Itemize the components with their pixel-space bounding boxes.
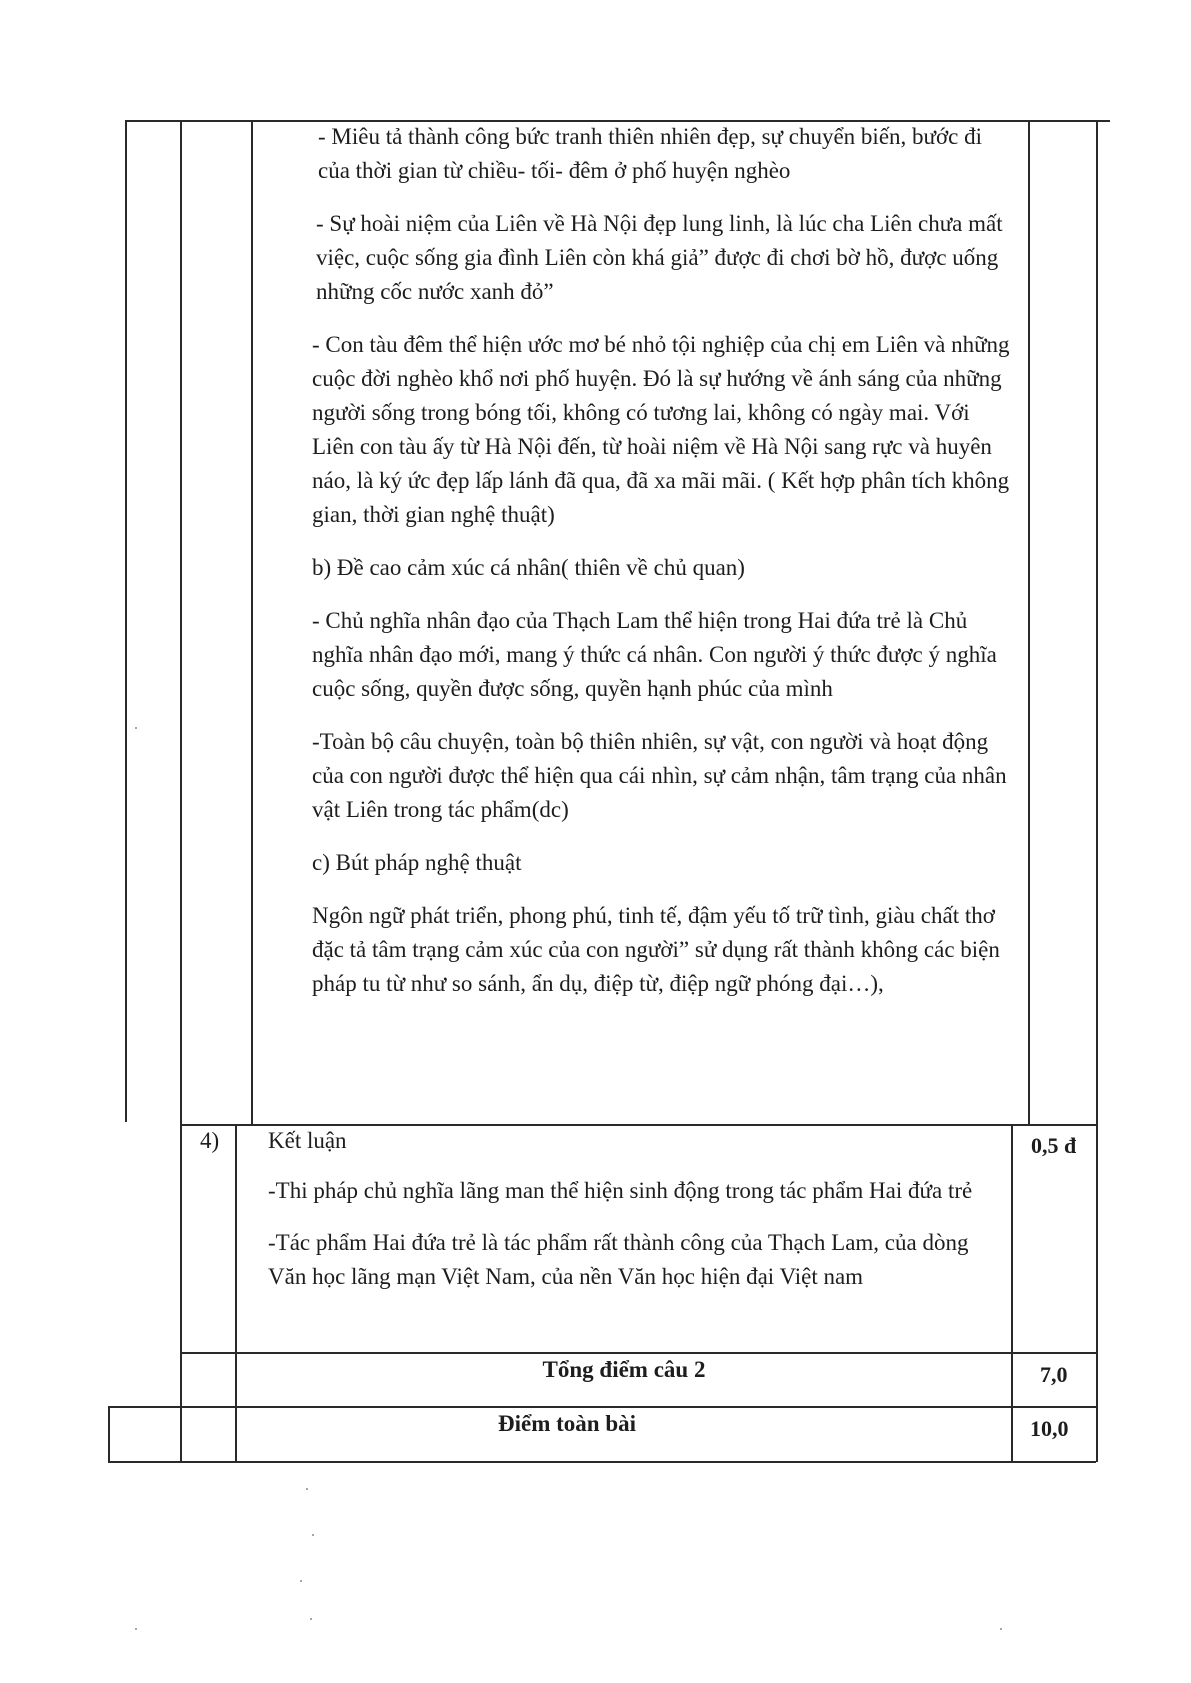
- total-all-label: Điểm toàn bài: [498, 1411, 636, 1436]
- total-q2-bottom-border: [108, 1406, 1096, 1408]
- col1-right-border: [180, 120, 182, 1462]
- total-q2-label: Tổng điểm câu 2: [542, 1357, 706, 1382]
- total-all-score: 10,0: [1030, 1416, 1069, 1441]
- table-left-border-lower: [108, 1406, 110, 1462]
- total-q2-score: 7,0: [1040, 1362, 1068, 1387]
- row4-score: 0,5 đ: [1031, 1133, 1077, 1158]
- row3-para-2: - Sự hoài niệm của Liên về Hà Nội đẹp lung linh, là lúc cha Liên chưa mất việc, cuộc sống gia đình Liên còn khá giả” được đi chơi bờ hồ, được uống những cốc nước xanh đỏ”: [316, 211, 1003, 304]
- score-col-left-border: [1028, 120, 1030, 1124]
- row3-para-4: b) Đề cao cảm xúc cá nhân( thiên về chủ quan): [312, 555, 745, 580]
- row3-para-5: - Chủ nghĩa nhân đạo của Thạch Lam thể hiện trong Hai đứa trẻ là Chủ nghĩa nhân đạo mới, mang ý thức cá nhân. Con người ý thức được ý nghĩa cuộc sống, quyền được sống, quyền hạnh phúc của mình: [312, 608, 997, 701]
- scan-speck: [312, 1534, 314, 1536]
- row3-para-8: Ngôn ngữ phát triển, phong phú, tinh tế, đậm yếu tố trữ tình, giàu chất thơ đặc tả tâm trạng cảm xúc của con người” sử dụng rất thành không các biện pháp tu từ như so sánh, ẩn dụ, điệp từ, điệp ngữ phóng đại…),: [312, 903, 1000, 996]
- scan-speck: [300, 1580, 302, 1582]
- row4-content: [268, 1124, 993, 1313]
- row4-number: 4): [200, 1128, 220, 1153]
- table-bottom-border: [108, 1461, 1096, 1463]
- row3-para-6: -Toàn bộ câu chuyện, toàn bộ thiên nhiên, sự vật, con người và hoạt động của con người được thể hiện qua cái nhìn, sự cảm nhận, tâm trạng của nhân vật Liên trong tác phẩm(dc): [312, 729, 1007, 822]
- score-col-left-border-lower: [1011, 1124, 1013, 1462]
- row3-content: [312, 120, 1017, 1020]
- row3-para-3: - Con tàu đêm thể hiện ước mơ bé nhỏ tội nghiệp của chị em Liên và những cuộc đời nghèo khổ nơi phố huyện. Đó là sự hướng về ánh sáng của những người sống trong bóng tối, không có tương lai, không có ngày mai. Với Liên con tàu ấy từ Hà Nội đến, từ hoài niệm về Hà Nội sang rực và huyên náo, là ký ức đẹp lấp lánh đã qua, đã xa mãi mãi. ( Kết hợp phân tích không gian, thời gian nghệ thuật): [312, 332, 1010, 527]
- row3-para-7: c) Bút pháp nghệ thuật: [312, 850, 522, 875]
- scan-speck: [310, 1618, 312, 1620]
- row3-para-1: - Miêu tả thành công bức tranh thiên nhiên đẹp, sự chuyển biến, bước đi của thời gian từ chiều- tối- đêm ở phố huyện nghèo: [318, 124, 983, 183]
- table-right-border: [1096, 120, 1098, 1462]
- row4-heading: Kết luận: [268, 1128, 347, 1153]
- scan-speck: [135, 1628, 137, 1630]
- table-left-border: [125, 120, 127, 1122]
- row4-para-1: -Thi pháp chủ nghĩa lãng man thể hiện sinh động trong tác phẩm Hai đứa trẻ: [268, 1178, 973, 1203]
- row4-bottom-border: [180, 1352, 1096, 1354]
- scan-speck: [1000, 1628, 1002, 1630]
- scan-speck: [135, 727, 137, 729]
- col2-right-border-upper: [251, 120, 253, 1124]
- scan-speck: [306, 1488, 308, 1490]
- row4-para-2: -Tác phẩm Hai đứa trẻ là tác phẩm rất thành công của Thạch Lam, của dòng Văn học lãng mạn Việt Nam, của nền Văn học hiện đại Việt nam: [268, 1230, 969, 1289]
